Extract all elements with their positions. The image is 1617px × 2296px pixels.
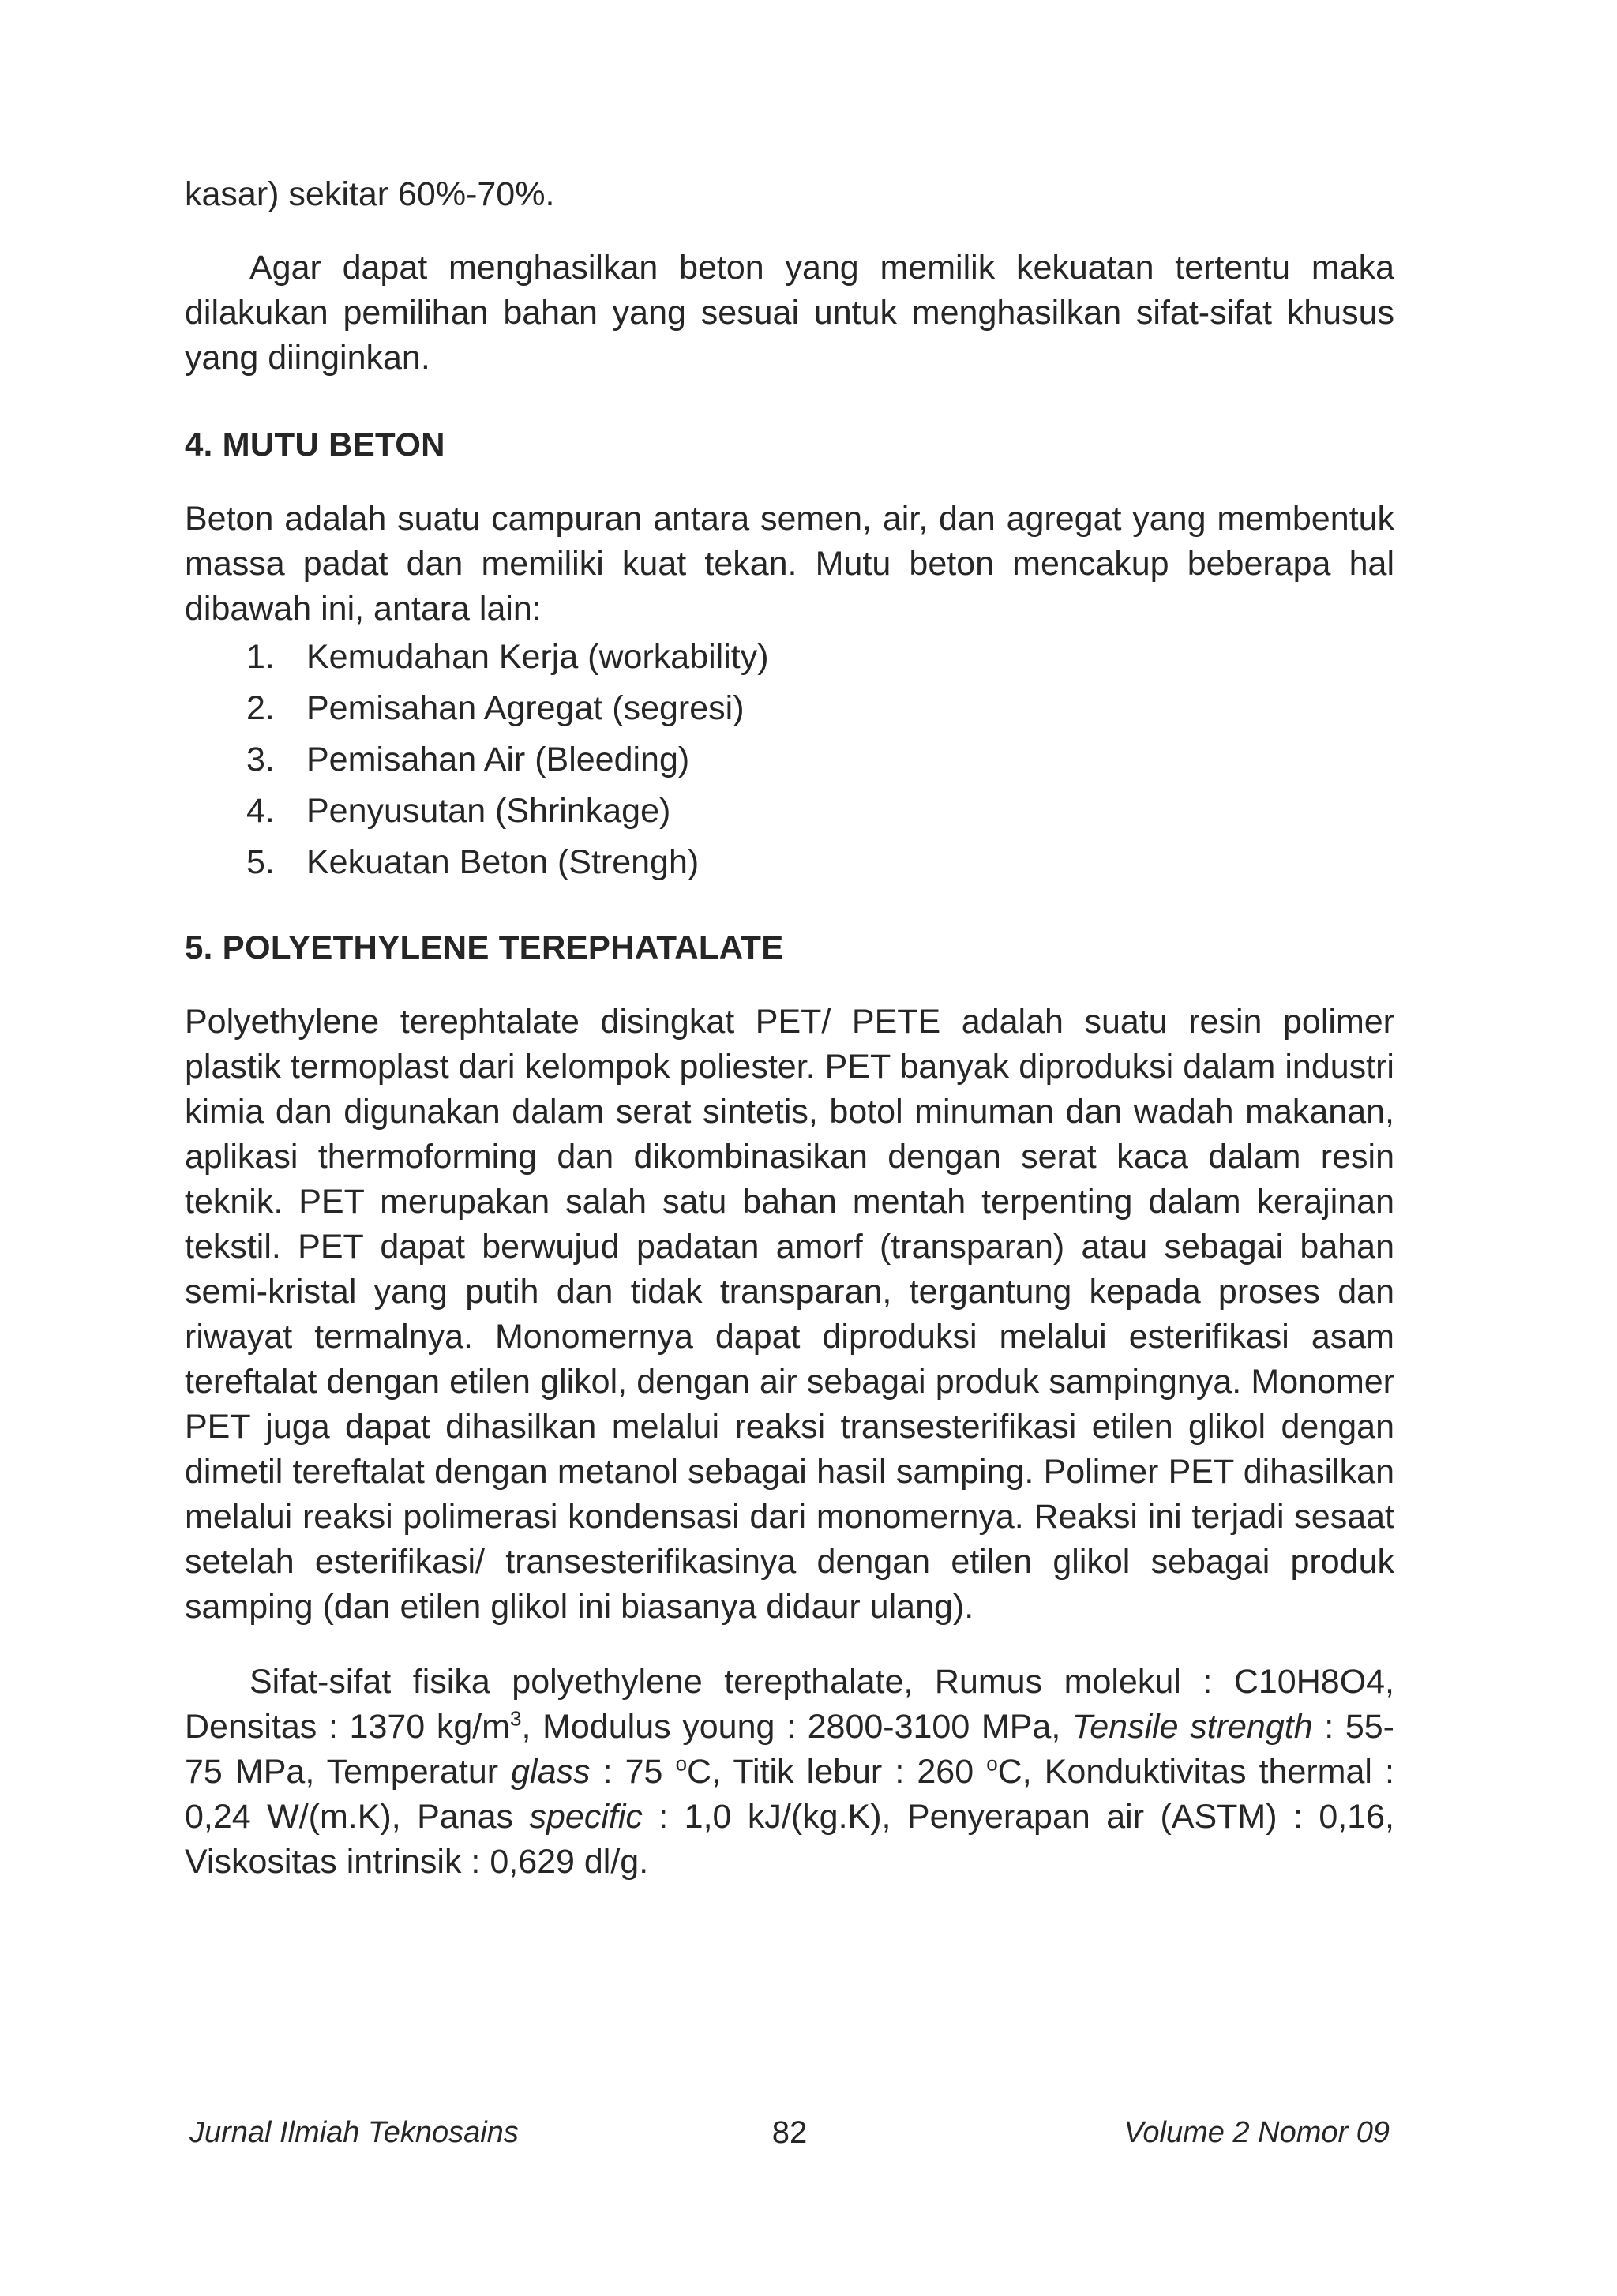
list-item-number: 5.	[246, 843, 275, 881]
paragraph-intro-tail: kasar) sekitar 60%-70%.	[185, 175, 555, 213]
list-item-text: Kekuatan Beton (Strengh)	[306, 843, 700, 881]
footer-volume: Volume 2 Nomor 09	[1124, 2116, 1390, 2149]
italic-term: glass	[511, 1753, 591, 1791]
paragraph-pet-properties	[185, 1660, 1394, 1885]
properties-text: Sifat-sifat fisika polyethylene terepthalate, Rumus molekul : C10H8O4, Densitas : 1370 kg/m	[185, 1663, 1394, 1746]
italic-term: Tensile strength	[1071, 1708, 1313, 1746]
list-item-text: Penyusutan (Shrinkage)	[306, 792, 671, 830]
properties-text: , Modulus young : 2800-3100 MPa,	[521, 1708, 1072, 1746]
list-item-text: Pemisahan Agregat (segresi)	[306, 689, 745, 727]
list-item	[185, 786, 1394, 837]
list-item	[185, 632, 1394, 683]
properties-text: : 55-75 MPa, Temperatur	[185, 1708, 1394, 1791]
list-item	[185, 683, 1394, 734]
section-heading-mutu-beton: 4. MUTU BETON	[185, 426, 445, 463]
list-item	[185, 734, 1394, 786]
footer-journal-name: Jurnal Ilmiah Teknosains	[189, 2116, 519, 2149]
list-item-text: Pemisahan Air (Bleeding)	[306, 741, 690, 778]
superscript-degree: o	[986, 1751, 998, 1776]
superscript-degree: o	[675, 1751, 688, 1776]
paragraph-pet-description: Polyethylene terephtalate disingkat PET/ PETE adalah suatu resin polimer plastik termoplast dari kelompok poliester. PET banyak diproduksi dalam industri kimia dan digunakan dalam serat sintetis, botol minuman dan wadah makanan, aplikasi thermoforming dan dikombinasikan dengan serat kaca dalam resin teknik. PET merupakan salah satu bahan mentah terpenting dalam kerajinan tekstil. PET dapat berwujud padatan amorf (transparan) atau sebagai bahan semi-kristal yang putih dan tidak transparan, tergantung kepada proses dan riwayat termalnya. Monomernya dapat diproduksi melalui esterifikasi asam tereftalat dengan etilen glikol, dengan air sebagai produk sampingnya. Monomer PET juga dapat dihasilkan melalui reaksi transesterifikasi etilen glikol dengan dimetil tereftalat dengan metanol sebagai hasil samping. Polimer PET dihasilkan melalui reaksi polimerasi kondensasi dari monomernya. Reaksi ini terjadi sesaat setelah esterifikasi/ transesterifikasinya dengan etilen glikol sebagai produk samping (dan etilen glikol ini biasanya didaur ulang).	[185, 1003, 1394, 1626]
list-item-number: 2.	[246, 689, 275, 727]
italic-term: specific	[529, 1798, 643, 1836]
footer-page-number: 82	[771, 2115, 808, 2150]
superscript-cubic: 3	[510, 1706, 522, 1731]
list-item-text: Kemudahan Kerja (workability)	[306, 638, 769, 676]
paragraph-material-selection: Agar dapat menghasilkan beton yang memilik kekuatan tertentu maka dilakukan pemilihan bahan yang sesuai untuk menghasilkan sifat-sifat khusus yang diinginkan.	[185, 249, 1394, 377]
properties-text: C, Konduktivitas thermal : 0,24 W/(m.K), Panas	[185, 1753, 1394, 1836]
properties-text: : 1,0 kJ/(kg.K), Penyerapan air (ASTM) : 0,16, Viskositas intrinsik : 0,629 dl/g.	[185, 1798, 1394, 1881]
page-body	[185, 172, 1394, 1885]
list-item-number: 4.	[246, 792, 275, 830]
mutu-beton-list	[185, 632, 1394, 888]
section-heading-pet: 5. POLYETHYLENE TEREPHATALATE	[185, 929, 784, 966]
properties-text: C, Titik lebur : 260	[687, 1753, 987, 1791]
page-footer	[189, 2113, 1390, 2160]
list-item	[185, 837, 1394, 888]
properties-text: : 75	[590, 1753, 676, 1791]
list-item-number: 1.	[246, 638, 275, 676]
paragraph-beton-definition: Beton adalah suatu campuran antara semen, air, dan agregat yang membentuk massa padat dan memiliki kuat tekan. Mutu beton mencakup beberapa hal dibawah ini, antara lain:	[185, 500, 1394, 628]
list-item-number: 3.	[246, 741, 275, 778]
